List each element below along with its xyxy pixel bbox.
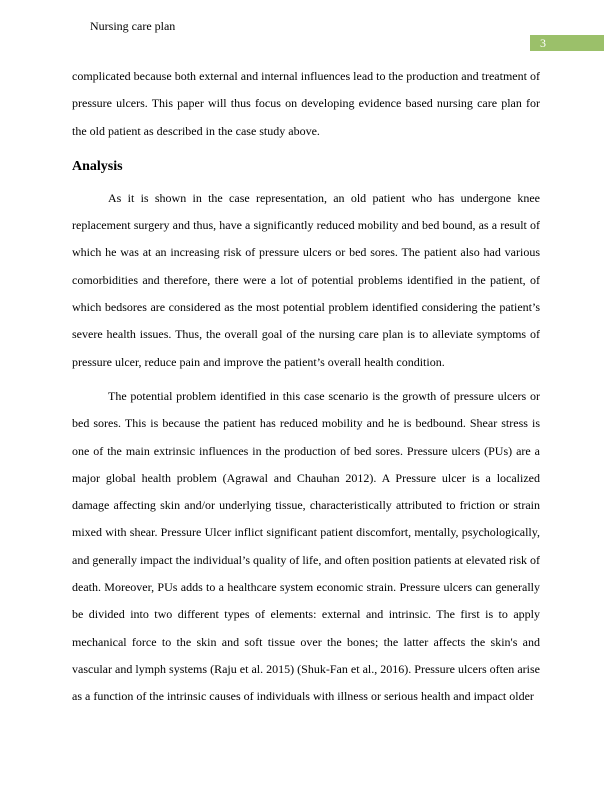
- document-body: [72, 63, 540, 711]
- intro-paragraph: complicated because both external and internal influences lead to the production and treatment of pressure ulcers. This paper will thus focus on developing evidence based nursing care plan for the old patient as described in the case study above.: [72, 69, 540, 138]
- analysis-paragraph-2: The potential problem identified in this case scenario is the growth of pressure ulcers or bed sores. This is because the patient has reduced mobility and he is bedbound. Shear stress is one of the main extrinsic influences in the production of bed sores. Pressure ulcers (PUs) are a major global health problem (Agrawal and Chauhan 2012). A Pressure ulcer is a localized damage affecting skin and/or underlying tissue, characteristically attributed to friction or strain mixed with shear. Pressure Ulcer inflict significant patient discomfort, mentally, psychologically, and generally impact the individual’s quality of life, and often position patients at elevated risk of death. Moreover, PUs adds to a healthcare system economic strain. Pressure ulcers can generally be divided into two different types of elements: external and intrinsic. The first is to apply mechanical force to the skin and soft tissue over the bones; the latter affects the skin's and vascular and lymph systems (Raju et al. 2015) (Shuk-Fan et al., 2016). Pressure ulcers often arise as a function of the intrinsic causes of individuals with illness or serious health and impact older: [72, 388, 540, 704]
- running-head: Nursing care plan: [90, 19, 176, 33]
- section-heading: Analysis: [72, 158, 123, 174]
- page-number: 3: [540, 36, 546, 50]
- page-number-band: [530, 35, 604, 51]
- analysis-paragraph-1: As it is shown in the case representation, an old patient who has undergone knee replacement surgery and thus, have a significantly reduced mobility and bed bound, as a result of which he was at an increasing risk of pressure ulcers or bed sores. The patient also had various comorbidities and therefore, there were a lot of potential problems identified in the patient, of which bedsores are considered as the most potential problem identified considering the patient’s severe health issues. Thus, the overall goal of the nursing care plan is to alleviate symptoms of pressure ulcer, reduce pain and improve the patient’s overall health condition.: [72, 190, 540, 369]
